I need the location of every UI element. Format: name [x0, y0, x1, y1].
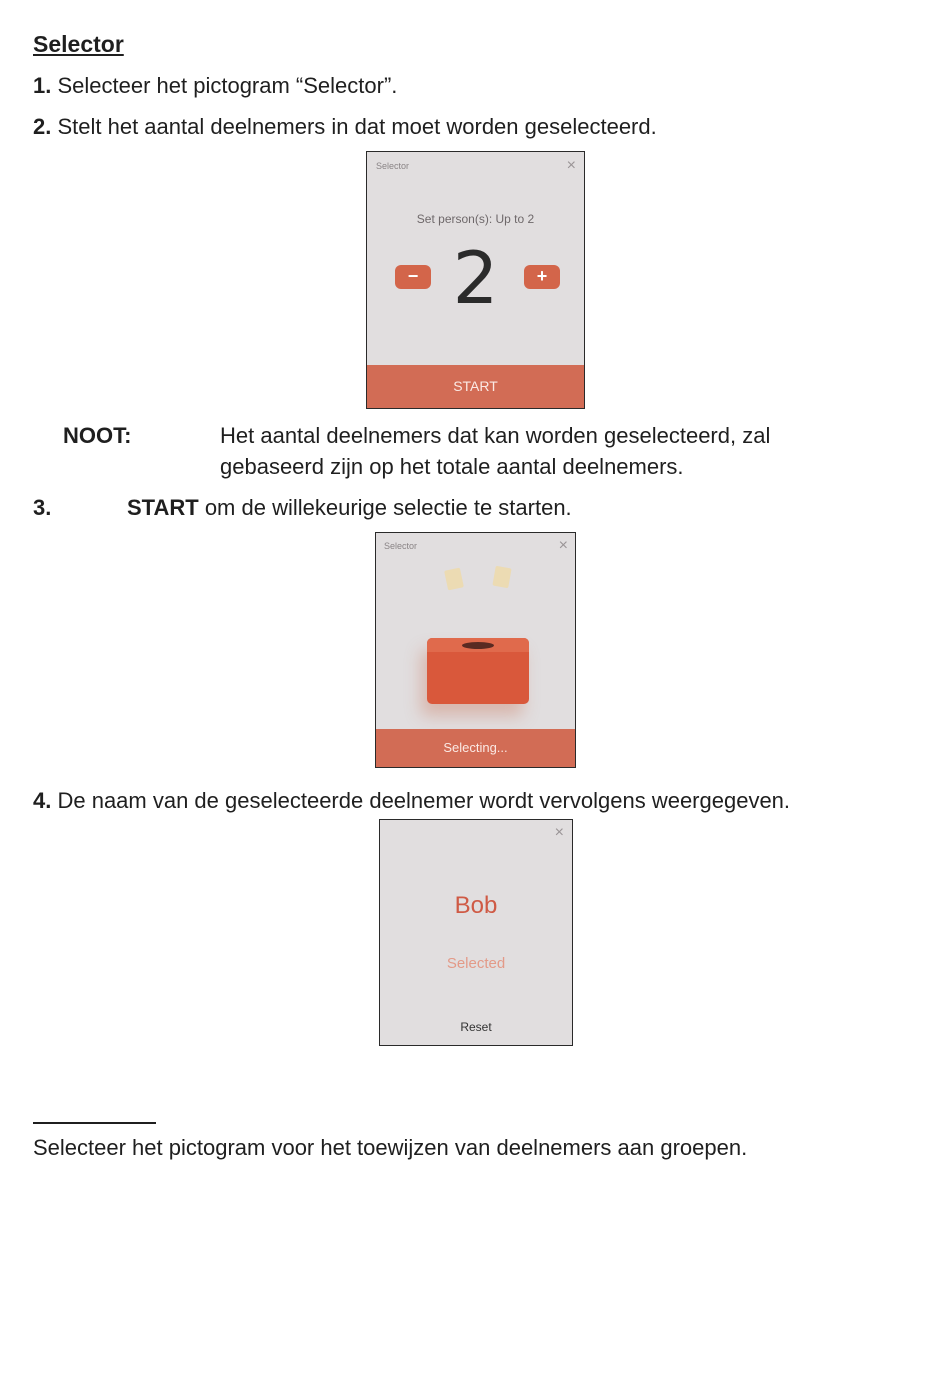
person-count: 2 — [452, 236, 499, 320]
step-1-number: 1. — [33, 73, 52, 98]
step-1-text: Selecteer het pictogram “Selector”. — [51, 73, 398, 98]
step-4-number: 4. — [33, 788, 52, 813]
step-3-text: om de willekeurige selectie te starten. — [198, 495, 572, 520]
section-heading: Selector — [33, 31, 124, 57]
decrement-button[interactable]: − — [395, 265, 431, 289]
selector-result-screenshot — [379, 819, 573, 1046]
selecting-status-bar: Selecting... — [376, 729, 575, 767]
selector-selecting-screenshot — [375, 532, 576, 768]
close-icon[interactable]: × — [558, 537, 568, 554]
lottery-box-slot — [462, 642, 494, 649]
selector-setup-screenshot — [366, 151, 585, 409]
close-icon[interactable]: × — [566, 157, 576, 174]
step-2 — [33, 113, 657, 141]
step-3-bold: START — [127, 495, 199, 520]
close-icon[interactable]: × — [554, 824, 564, 841]
note-label: NOOT: — [63, 423, 132, 448]
lottery-box-icon — [427, 638, 529, 704]
reset-button[interactable]: Reset — [460, 1020, 492, 1034]
persons-prompt: Set person(s): Up to 2 — [416, 212, 535, 226]
window-title: Selector — [376, 161, 410, 171]
paper-slip-icon — [444, 568, 464, 591]
selected-label: Selected — [446, 955, 506, 972]
note-line-2: gebaseerd zijn op het totale aantal deelnemers. — [220, 454, 684, 479]
start-button[interactable]: START — [367, 365, 584, 408]
selected-name: Bob — [454, 892, 498, 919]
increment-button[interactable]: + — [524, 265, 560, 289]
step-2-number: 2. — [33, 114, 52, 139]
step-3 — [127, 494, 572, 522]
footnote-divider — [33, 1122, 156, 1124]
step-4 — [33, 787, 790, 815]
step-4-text: De naam van de geselecteerde deelnemer wordt vervolgens weergegeven. — [51, 788, 791, 813]
footnote: Selecteer het pictogram voor het toewijzen van deelnemers aan groepen. — [33, 1135, 748, 1160]
note-line-1: Het aantal deelnemers dat kan worden geselecteerd, zal — [220, 423, 771, 448]
step-2-text: Stelt het aantal deelnemers in dat moet worden geselecteerd. — [51, 114, 657, 139]
step-1 — [33, 72, 397, 100]
window-title: Selector — [384, 541, 418, 551]
paper-slip-icon — [492, 566, 511, 588]
step-3-number: 3. — [33, 495, 52, 520]
